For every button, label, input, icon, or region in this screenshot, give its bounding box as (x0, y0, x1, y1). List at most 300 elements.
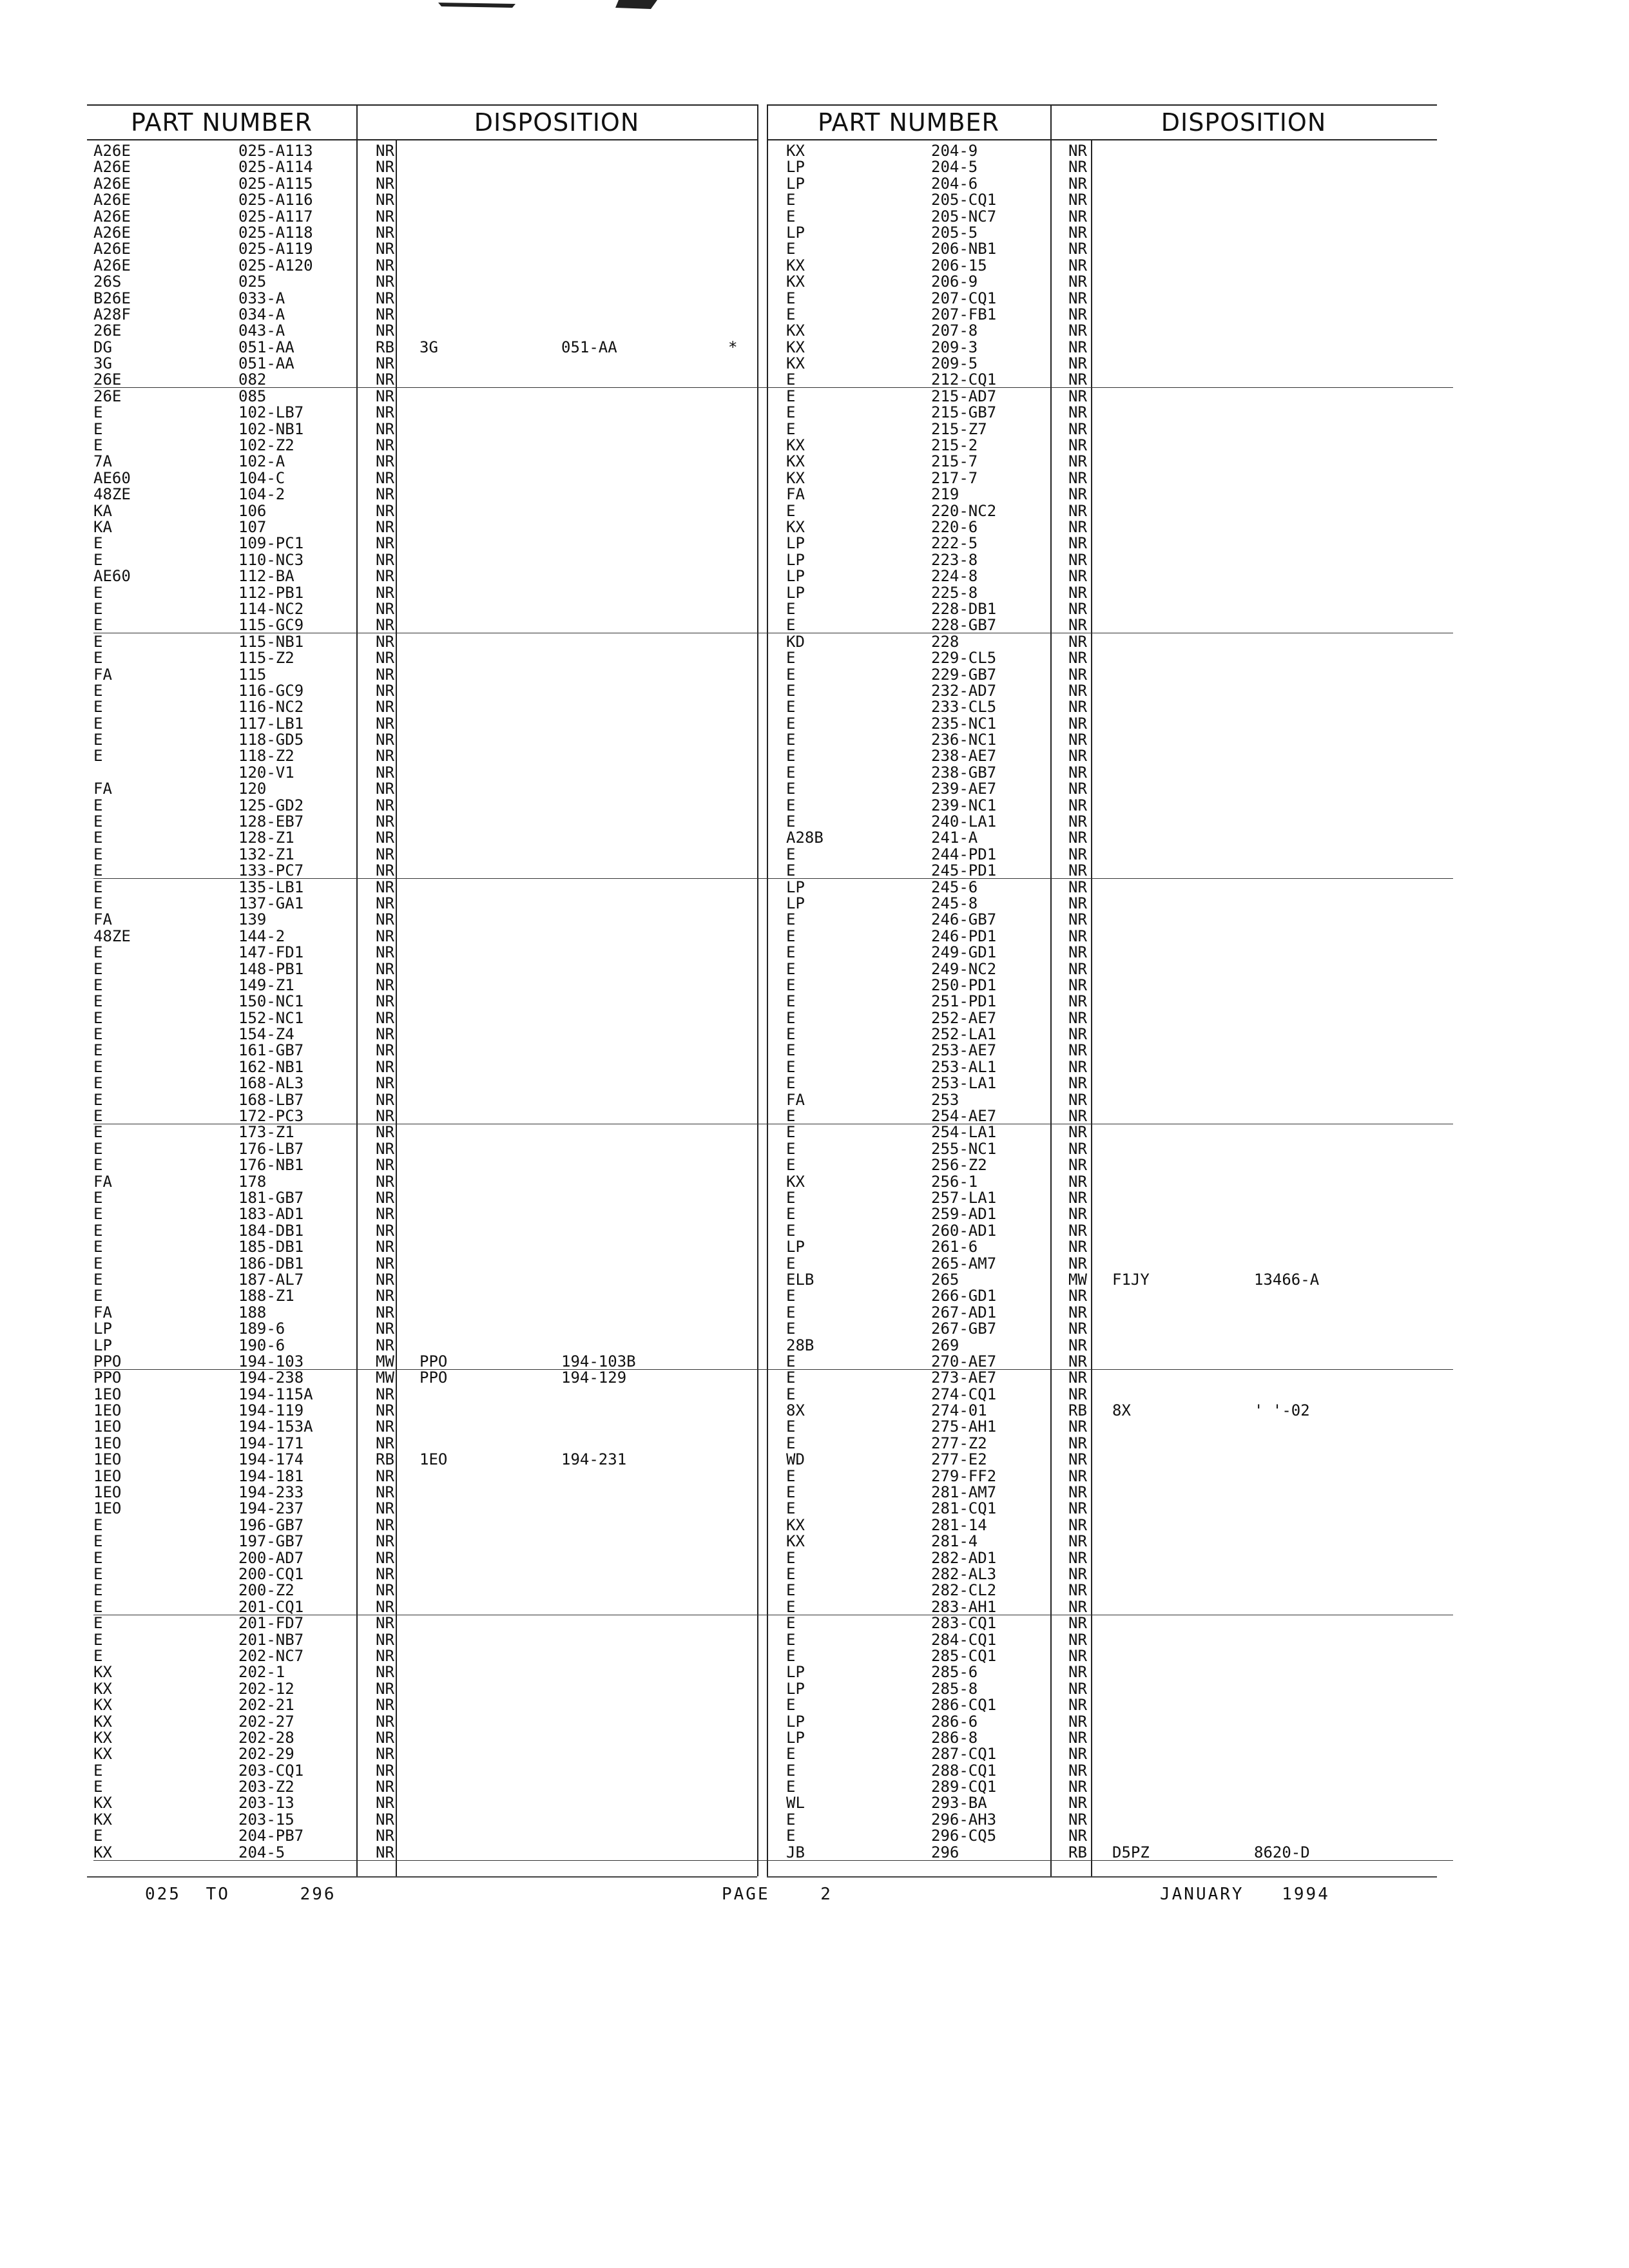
part-number: 202-NC7 (238, 1646, 304, 1665)
disposition-code: NR (376, 452, 394, 471)
disposition-code: NR (376, 829, 394, 847)
disposition-code: NR (376, 1008, 394, 1027)
replacement-prefix: 8X (1112, 1401, 1131, 1420)
disposition-code: NR (376, 1090, 394, 1109)
part-prefix: KX (786, 142, 805, 160)
part-number: 085 (238, 387, 267, 405)
part-prefix: B26E (93, 289, 131, 307)
disposition-code: NR (376, 534, 394, 553)
disposition-code: NR (376, 1418, 394, 1436)
part-prefix: E (786, 1483, 796, 1502)
disposition-code: NR (1068, 1466, 1087, 1485)
part-number: 249-NC2 (931, 959, 997, 978)
part-prefix: E (93, 1189, 103, 1207)
right-header-top-rule (767, 104, 1437, 106)
part-number: 128-EB7 (238, 812, 304, 831)
part-number: 246-PD1 (931, 927, 997, 945)
disposition-code: NR (1068, 698, 1087, 716)
disposition-code: NR (1068, 1221, 1087, 1240)
part-number: 284-CQ1 (931, 1630, 997, 1649)
disposition-code: MW (1068, 1270, 1087, 1289)
replacement-number: 13466-A (1254, 1270, 1320, 1289)
left-part-number-header: PART NUMBER (131, 108, 313, 137)
disposition-code: NR (1068, 1434, 1087, 1452)
disposition-code: NR (1068, 1483, 1087, 1502)
disposition-code: NR (1068, 191, 1087, 209)
left-header-bottom-rule (87, 139, 757, 140)
part-number: 206-9 (931, 273, 978, 291)
disposition-code: NR (376, 240, 394, 258)
part-prefix: E (93, 1515, 103, 1534)
part-number: 256-1 (931, 1172, 978, 1191)
disposition-code: NR (1068, 1041, 1087, 1060)
part-number: 202-28 (238, 1728, 294, 1747)
disposition-code: NR (1068, 1418, 1087, 1436)
disposition-code: NR (1068, 305, 1087, 323)
part-prefix: E (786, 501, 796, 520)
part-number: 128-Z1 (238, 829, 294, 847)
center-divider-a (757, 104, 758, 1876)
part-number: 274-CQ1 (931, 1385, 997, 1403)
disposition-code: NR (376, 1401, 394, 1420)
part-prefix: 1EO (93, 1385, 122, 1403)
part-prefix: E (93, 1139, 103, 1158)
part-prefix: 48ZE (93, 485, 131, 504)
disposition-code: NR (1068, 419, 1087, 438)
disposition-code: NR (376, 731, 394, 749)
part-number: 267-AD1 (931, 1303, 997, 1321)
part-prefix: E (786, 1254, 796, 1273)
part-number: 125-GD2 (238, 796, 304, 814)
disposition-code: NR (376, 747, 394, 765)
part-prefix: E (93, 1630, 103, 1649)
part-number: 267-GB7 (931, 1320, 997, 1338)
part-number: 194-174 (238, 1450, 304, 1469)
part-number: 259-AD1 (931, 1205, 997, 1224)
part-prefix: E (93, 1041, 103, 1060)
part-prefix: LP (786, 583, 805, 602)
part-number: 173-Z1 (238, 1123, 294, 1142)
part-prefix: E (786, 1778, 796, 1796)
disposition-code: NR (1068, 1238, 1087, 1256)
disposition-code: NR (1068, 1090, 1087, 1109)
disposition-code: NR (1068, 1139, 1087, 1158)
part-number: 252-AE7 (931, 1008, 997, 1027)
part-number: 228 (931, 632, 959, 651)
disposition-code: NR (376, 1794, 394, 1812)
part-prefix: A28B (786, 829, 824, 847)
disposition-code: NR (1068, 1712, 1087, 1731)
part-number: 201-FD7 (238, 1614, 304, 1633)
part-prefix: E (786, 1548, 796, 1567)
part-prefix: KA (93, 501, 112, 520)
disposition-code: NR (1068, 1745, 1087, 1763)
part-number: 102-LB7 (238, 403, 304, 422)
disposition-code: NR (376, 1614, 394, 1633)
left-code-divider (396, 139, 397, 1876)
part-number: 285-8 (931, 1679, 978, 1698)
part-number: 189-6 (238, 1320, 285, 1338)
disposition-code: NR (376, 305, 394, 323)
part-number: 188-Z1 (238, 1287, 294, 1305)
part-number: 255-NC1 (931, 1139, 997, 1158)
part-prefix: A26E (93, 207, 131, 226)
disposition-code: NR (376, 583, 394, 602)
disposition-code: NR (376, 616, 394, 635)
disposition-code: NR (1068, 1663, 1087, 1682)
part-number: 200-AD7 (238, 1548, 304, 1567)
part-prefix: E (786, 714, 796, 733)
disposition-code: NR (1068, 780, 1087, 798)
part-prefix: FA (786, 485, 805, 504)
part-prefix: E (93, 698, 103, 716)
part-prefix: KX (93, 1843, 112, 1861)
part-number: 194-238 (238, 1369, 304, 1387)
disposition-code: NR (1068, 1320, 1087, 1338)
part-prefix: E (93, 1057, 103, 1076)
part-prefix: E (786, 1107, 796, 1126)
disposition-code: NR (1068, 468, 1087, 487)
part-prefix: E (93, 1074, 103, 1093)
disposition-code: NR (1068, 1254, 1087, 1273)
disposition-code: NR (376, 1466, 394, 1485)
part-prefix: E (93, 1778, 103, 1796)
disposition-code: RB (376, 338, 394, 356)
disposition-code: NR (376, 681, 394, 700)
part-prefix: PPO (93, 1369, 122, 1387)
part-prefix: KX (93, 1712, 112, 1731)
part-prefix: E (786, 763, 796, 782)
part-prefix: E (786, 845, 796, 863)
part-number: 212-CQ1 (931, 370, 997, 389)
part-number: 135-LB1 (238, 878, 304, 896)
part-prefix: E (786, 861, 796, 880)
part-number: 254-AE7 (931, 1107, 997, 1126)
part-number: 209-3 (931, 338, 978, 356)
disposition-code: NR (1068, 1761, 1087, 1780)
part-prefix: E (93, 1614, 103, 1633)
disposition-code: NR (376, 894, 394, 912)
disposition-code: NR (1068, 1827, 1087, 1845)
part-number: 043-A (238, 322, 285, 340)
part-number: 082 (238, 370, 267, 389)
part-prefix: 1EO (93, 1466, 122, 1485)
part-number: 254-LA1 (931, 1123, 997, 1142)
part-prefix: LP (786, 1238, 805, 1256)
disposition-code: NR (1068, 747, 1087, 765)
page-indicator (722, 1885, 833, 1904)
part-prefix: LP (786, 1679, 805, 1698)
disposition-code: NR (376, 1336, 394, 1354)
part-number: 172-PC3 (238, 1107, 304, 1126)
disposition-code: NR (1068, 731, 1087, 749)
part-prefix: E (786, 910, 796, 929)
part-prefix: LP (786, 878, 805, 896)
part-prefix: E (786, 305, 796, 323)
part-number: 281-4 (931, 1532, 978, 1551)
part-prefix: LP (786, 1663, 805, 1682)
document-date (1160, 1885, 1330, 1904)
part-prefix: E (786, 370, 796, 389)
part-prefix: E (93, 943, 103, 962)
disposition-code: NR (376, 714, 394, 733)
part-prefix: E (93, 1008, 103, 1027)
part-number: 220-NC2 (931, 501, 997, 520)
disposition-code: NR (376, 1107, 394, 1126)
part-prefix: E (93, 1090, 103, 1109)
part-number: 118-GD5 (238, 731, 304, 749)
disposition-code: NR (1068, 763, 1087, 782)
part-prefix: LP (786, 894, 805, 912)
disposition-code: NR (376, 1761, 394, 1780)
disposition-code: NR (376, 1139, 394, 1158)
disposition-code: NR (376, 1827, 394, 1845)
part-number: 285-6 (931, 1663, 978, 1682)
disposition-code: NR (376, 223, 394, 242)
part-prefix: 26E (93, 322, 122, 340)
part-number: 202-21 (238, 1696, 294, 1715)
part-number: 102-A (238, 452, 285, 471)
part-prefix: E (786, 1303, 796, 1321)
disposition-code: NR (376, 1843, 394, 1861)
replacement-number: 051-AA (561, 338, 617, 356)
part-number: 207-8 (931, 322, 978, 340)
disposition-code: NR (1068, 1778, 1087, 1796)
part-prefix: AE60 (93, 567, 131, 586)
part-number: 112-BA (238, 567, 294, 586)
disposition-code: NR (1068, 1287, 1087, 1305)
part-prefix: E (93, 829, 103, 847)
part-number: 025 (238, 273, 267, 291)
part-number: 236-NC1 (931, 731, 997, 749)
disposition-code: NR (376, 1712, 394, 1731)
disposition-code: NR (376, 1156, 394, 1175)
disposition-code: NR (376, 419, 394, 438)
part-prefix: E (786, 1287, 796, 1305)
disposition-code: NR (1068, 665, 1087, 684)
part-number: 256-Z2 (931, 1156, 987, 1175)
disposition-code: NR (1068, 158, 1087, 177)
disposition-code: NR (376, 158, 394, 177)
disposition-code: NR (376, 370, 394, 389)
disposition-code: NR (1068, 338, 1087, 356)
part-prefix: E (93, 1761, 103, 1780)
part-prefix: WL (786, 1794, 805, 1812)
part-prefix: FA (93, 665, 112, 684)
disposition-code: NR (1068, 616, 1087, 635)
disposition-code: NR (1068, 517, 1087, 536)
part-prefix: E (93, 632, 103, 651)
part-number: 296 (931, 1843, 959, 1861)
disposition-code: NR (376, 1205, 394, 1224)
disposition-code: NR (376, 174, 394, 193)
part-number: 205-NC7 (931, 207, 997, 226)
part-prefix: E (786, 387, 796, 405)
part-prefix: E (93, 812, 103, 831)
disposition-code: NR (376, 142, 394, 160)
part-prefix: E (786, 1025, 796, 1044)
part-number: 203-Z2 (238, 1778, 294, 1796)
disposition-code: NR (1068, 1696, 1087, 1715)
part-number: 139 (238, 910, 267, 929)
part-prefix: 28B (786, 1336, 815, 1354)
part-prefix: E (93, 649, 103, 668)
part-number: 115-NB1 (238, 632, 304, 651)
part-number: 147-FD1 (238, 943, 304, 962)
disposition-code: NR (376, 322, 394, 340)
part-number: 203-13 (238, 1794, 294, 1812)
disposition-code: NR (376, 665, 394, 684)
disposition-code: NR (1068, 1352, 1087, 1370)
part-prefix: E (786, 240, 796, 258)
part-number: 120-V1 (238, 763, 294, 782)
part-prefix: E (786, 992, 796, 1011)
disposition-code: NR (376, 599, 394, 618)
disposition-code: NR (376, 485, 394, 504)
page-label: PAGE (722, 1885, 770, 1904)
part-number: 206-NB1 (931, 240, 997, 258)
part-number: 279-FF2 (931, 1466, 997, 1485)
part-prefix: 26E (93, 370, 122, 389)
part-number: 194-115A (238, 1385, 313, 1403)
part-number: 117-LB1 (238, 714, 304, 733)
disposition-code: NR (1068, 1123, 1087, 1142)
disposition-code: NR (376, 1303, 394, 1321)
part-number: 207-CQ1 (931, 289, 997, 307)
disposition-code: NR (1068, 1548, 1087, 1567)
part-prefix: E (93, 1221, 103, 1240)
part-prefix: E (93, 747, 103, 765)
part-prefix: KX (93, 1696, 112, 1715)
part-number: 281-AM7 (931, 1483, 997, 1502)
part-number: 215-GB7 (931, 403, 997, 422)
part-prefix: E (93, 583, 103, 602)
part-number: 184-DB1 (238, 1221, 304, 1240)
part-number: 257-LA1 (931, 1189, 997, 1207)
replacement-number: 194-231 (561, 1450, 627, 1469)
replacement-prefix: D5PZ (1112, 1843, 1150, 1861)
part-number: 203-CQ1 (238, 1761, 304, 1780)
disposition-code: NR (1068, 240, 1087, 258)
center-divider-b (767, 104, 768, 1876)
part-prefix: 1EO (93, 1450, 122, 1469)
part-prefix: E (786, 1761, 796, 1780)
replacement-number: ' '-02 (1254, 1401, 1310, 1420)
part-number: 233-CL5 (931, 698, 997, 716)
part-prefix: E (93, 1270, 103, 1289)
disposition-code: NR (1068, 1597, 1087, 1616)
part-prefix: JB (786, 1843, 805, 1861)
part-prefix: 7A (93, 452, 112, 471)
disposition-code: NR (1068, 436, 1087, 455)
part-prefix: E (93, 419, 103, 438)
part-number: 253-AL1 (931, 1057, 997, 1076)
part-number: 187-AL7 (238, 1270, 304, 1289)
part-number: 116-GC9 (238, 681, 304, 700)
disposition-code: NR (1068, 796, 1087, 814)
part-prefix: KX (786, 322, 805, 340)
part-number: 217-7 (931, 468, 978, 487)
part-number: 249-GD1 (931, 943, 997, 962)
disposition-code: NR (376, 501, 394, 520)
disposition-code: NR (376, 927, 394, 945)
part-prefix: E (93, 1581, 103, 1600)
part-number: 250-PD1 (931, 975, 997, 994)
disposition-code: NR (1068, 1564, 1087, 1583)
part-prefix: E (786, 1646, 796, 1665)
part-number: 114-NC2 (238, 599, 304, 618)
part-number: 181-GB7 (238, 1189, 304, 1207)
part-prefix: E (786, 1156, 796, 1175)
disposition-code: NR (1068, 403, 1087, 422)
disposition-code: NR (1068, 485, 1087, 504)
part-prefix: KX (93, 1810, 112, 1829)
part-number: 281-14 (931, 1515, 987, 1534)
part-number: 265-AM7 (931, 1254, 997, 1273)
part-number: 196-GB7 (238, 1515, 304, 1534)
part-prefix: E (93, 436, 103, 455)
range-from: 025 (145, 1885, 181, 1904)
right-disposition-header: DISPOSITION (1161, 108, 1327, 137)
disposition-code: NR (1068, 1336, 1087, 1354)
part-prefix: WD (786, 1450, 805, 1469)
disposition-code: NR (376, 1564, 394, 1583)
disposition-code: NR (1068, 354, 1087, 373)
part-prefix: AE60 (93, 468, 131, 487)
part-prefix: KX (786, 273, 805, 291)
part-prefix: E (786, 1205, 796, 1224)
disposition-code: NR (376, 1548, 394, 1567)
part-prefix: FA (93, 780, 112, 798)
part-number: 275-AH1 (931, 1418, 997, 1436)
disposition-code: NR (376, 1172, 394, 1191)
replacement-number: 194-129 (561, 1369, 627, 1387)
part-number: 194-233 (238, 1483, 304, 1502)
part-prefix: E (786, 1564, 796, 1583)
part-number: 273-AE7 (931, 1369, 997, 1387)
part-prefix: E (93, 1205, 103, 1224)
disposition-code: NR (1068, 1008, 1087, 1027)
part-number: 197-GB7 (238, 1532, 304, 1551)
part-prefix: A26E (93, 256, 131, 274)
disposition-code: NR (376, 943, 394, 962)
part-number: 277-Z2 (931, 1434, 987, 1452)
disposition-code: NR (376, 1385, 394, 1403)
disposition-code: NR (376, 878, 394, 896)
disposition-code: NR (1068, 1630, 1087, 1649)
part-prefix: KA (93, 517, 112, 536)
part-prefix: E (786, 599, 796, 618)
part-number: 115-GC9 (238, 616, 304, 635)
part-prefix: E (786, 1385, 796, 1403)
disposition-code: NR (376, 649, 394, 668)
part-number: 202-27 (238, 1712, 294, 1731)
part-number: 204-5 (238, 1843, 285, 1861)
part-prefix: E (786, 1827, 796, 1845)
part-prefix: KX (786, 1515, 805, 1534)
part-number: 102-NB1 (238, 419, 304, 438)
part-number: 286-CQ1 (931, 1696, 997, 1715)
part-number: 025-A113 (238, 142, 313, 160)
part-number: 033-A (238, 289, 285, 307)
part-number: 115-Z2 (238, 649, 294, 668)
disposition-code: NR (376, 1041, 394, 1060)
part-number: 201-CQ1 (238, 1597, 304, 1616)
part-number: 200-CQ1 (238, 1564, 304, 1583)
part-number: 240-LA1 (931, 812, 997, 831)
disposition-code: NR (1068, 223, 1087, 242)
disposition-code: NR (1068, 878, 1087, 896)
